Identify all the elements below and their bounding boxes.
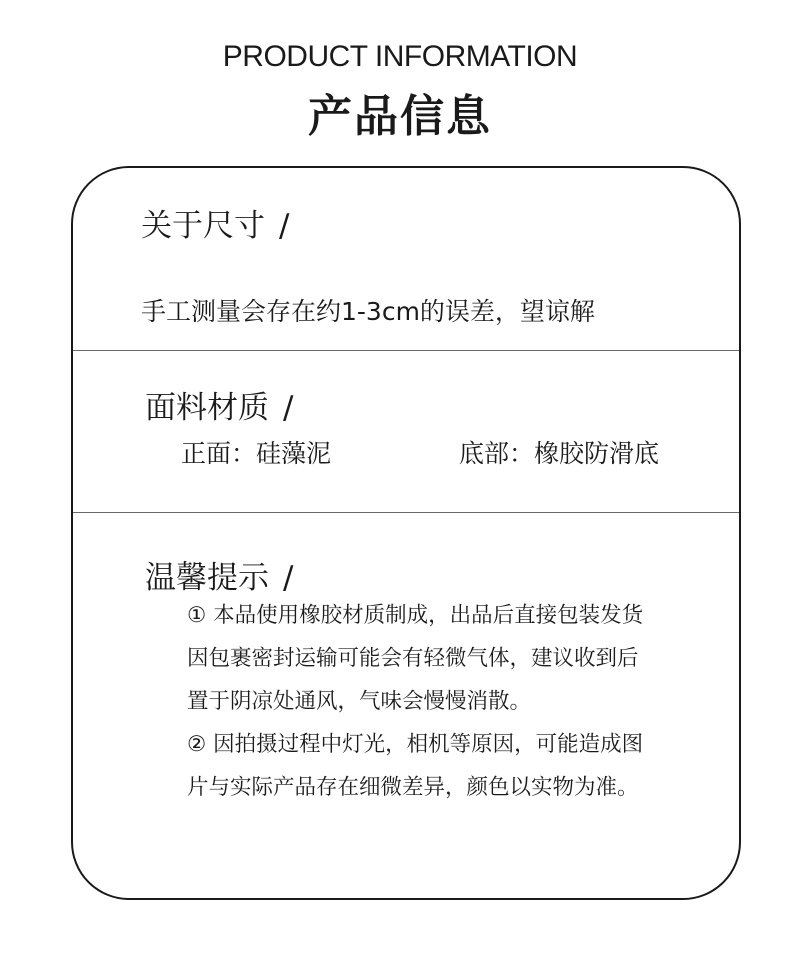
tip-line: 片与实际产品存在细微差异，颜色以实物为准。 [187,775,639,800]
info-card [71,166,741,900]
tips-title-slash: / [283,560,294,596]
section-divider [73,350,739,351]
section-divider [73,512,739,513]
tips-section-title [145,552,293,597]
header-title-cn: 产品信息 [308,91,492,142]
material-section-title [145,382,293,427]
tip-line: 置于阴凉处通风，气味会慢慢消散。 [187,689,532,714]
material-title-slash: / [283,390,294,426]
tip-line: ② 因拍摄过程中灯光，相机等原因，可能造成图 [187,732,644,757]
header-title-en: PRODUCT INFORMATION [222,40,578,73]
material-bottom: 底部：橡胶防滑底 [459,439,660,468]
size-section-title [141,200,289,245]
material-title-text: 面料材质 [145,390,269,426]
size-title-text: 关于尺寸 [141,208,265,244]
material-front: 正面：硅藻泥 [181,439,332,468]
tips-title-text: 温馨提示 [145,560,269,596]
tip-line: ① 本品使用橡胶材质制成，出品后直接包装发货 [187,603,644,628]
size-note: 手工测量会存在约1-3cm的误差，望谅解 [141,297,595,326]
tip-line: 因包裹密封运输可能会有轻微气体，建议收到后 [187,646,639,671]
tips-body [187,594,707,809]
size-title-slash: / [279,208,290,244]
